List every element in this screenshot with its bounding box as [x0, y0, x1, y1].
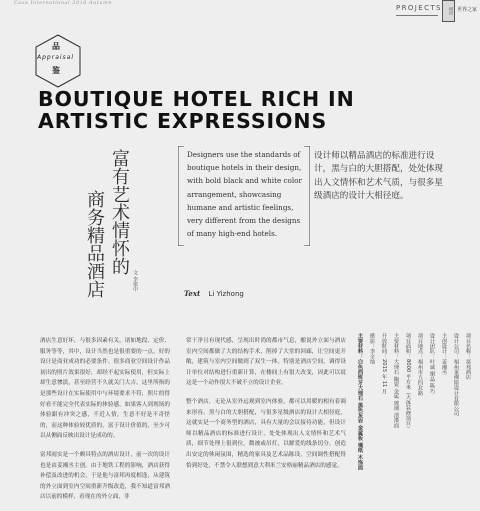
section-rule [396, 15, 438, 16]
info-line: 项目名称：富邦酒店 [465, 333, 471, 380]
badge-bottom-char: 鉴 [52, 66, 60, 75]
lead-english: Designers use the standards of boutique hotels in their design, with bold black and white color arrangement, showcasing humane and artistic feelings, very different from the designs of many high-end hotels. [187, 150, 302, 239]
info-line: 主创设计：姜湘丞 [441, 333, 447, 375]
vertical-byline: 文 李依中 [132, 270, 138, 292]
project-info-column [357, 333, 473, 503]
section-tab: 项目 [442, 0, 455, 22]
vertical-title-line-1: 富有艺术情怀的 [109, 149, 130, 275]
body-paragraph: 富邦雨实是一个颇具特点的酒店设计，前一次的设计也是由姜湘丞主创。由于地铁工程的影响，酒店获得补偿及改进的机会，于是他与富邦再度相逢，从建筑的外立面到室内空间重新升级改造，我不知道富邦酒店以前的模样，看现在的外立面，非 [40, 451, 170, 501]
body-column-1 [40, 336, 170, 511]
body-paragraph: 整个酒店，无论从室外远观到室内体验，都可以用暖的相有着调来形容。黑与白的大胆搭配，与很多星级酒店的设计大相径庭，这就实是一个商务型的酒店，具有大量的会议接待功能，但设计师以精品酒店的标准进行设计，处处体现出人文情怀和艺术气质，细节处理上很到位，微被或吊灯，以解爱的线条切分，创造出安定的休闲氛围，精选的家具及艺术品陈设，空间调性搭配得恰到好处，不禁令人联想到意大利米兰安格丽精品酒店的感觉。 [186, 398, 346, 469]
info-line: 项目面积：8000 平方米（大体装修项目） [405, 333, 411, 432]
byline-tag: Text [184, 289, 201, 298]
section-label: PROJECTS [396, 4, 442, 12]
badge-middle-text: Appraisal [37, 54, 75, 61]
running-head: Casa International 2016 Autumn [14, 0, 113, 6]
article-headline: BOUTIQUE HOTEL RICH IN ARTISTIC EXPRESSIONS [38, 87, 355, 133]
info-line: 设计团队：叶诚 谢晶 陈巧 [429, 333, 435, 394]
byline-author: Li Yizhong [208, 290, 244, 298]
info-line-materials: 主要材料：白色西班牙大理石 黑色灰岩 金属板 墙纸 木饰面 [357, 333, 363, 471]
vertical-title-line-2: 商务精品酒店 [84, 190, 105, 298]
info-line: 开放时间：2015 年 11 月 [381, 333, 387, 395]
body-paragraph: 酒店生意好坏，与很多因素有关，诸如地段、定价、服务等等，其中，设计当然也是很重要的一点，好的设计是商业成功的必要条件。很多商业空间设计作品初出的照片效果很好，却经不起实际使用，但实际上却生意惨淡，甚至经营不久就关门大吉。这里所指的是那些设计在实际使用中与环境要求不符，照片的得好看不能完全代表实际的体验感，如果客人到现场的体验跟有冲突之感，不近人情，生意不好是不奇怪的，而这种体验较优质的，富于设计价值的，至少可以从侧面反映出设计是成功的。 [40, 338, 170, 440]
body-paragraph: 常干净且有现代感，呈现出时尚的都市气息，酿说外立面与酒店室内空间都做了大的结构手术，削掉了大堂的回廊，让空间更开敞，建筑与室内空间做到了双生一体。特别是酒店空间，调得设计单位对结构进行重新计算，在楼间上有很大改变，因此可以说这是一个动作很大不破不立的设计企业。 [186, 338, 346, 387]
article-byline [184, 289, 244, 298]
body-column-2 [186, 336, 346, 479]
badge-top-char: 品 [52, 42, 60, 51]
info-line: 项目地点：福州市五四北路 [417, 333, 423, 396]
info-line: 摄影：李全灿 [369, 333, 375, 365]
section-tab-text: 世界之家 [457, 7, 478, 13]
info-line: 主要材料：大理石 陶瓷 金属 玻璃 清漆面 [393, 333, 399, 428]
lead-chinese: 设计师以精品酒店的标准进行设计，黑与白的大胆搭配，处处体现出人文情怀和艺术气质，与很多星级酒店的设计大相径庭。 [314, 151, 443, 201]
info-line: 设计公司：福州莱佛斯设计有限公司 [453, 333, 459, 417]
